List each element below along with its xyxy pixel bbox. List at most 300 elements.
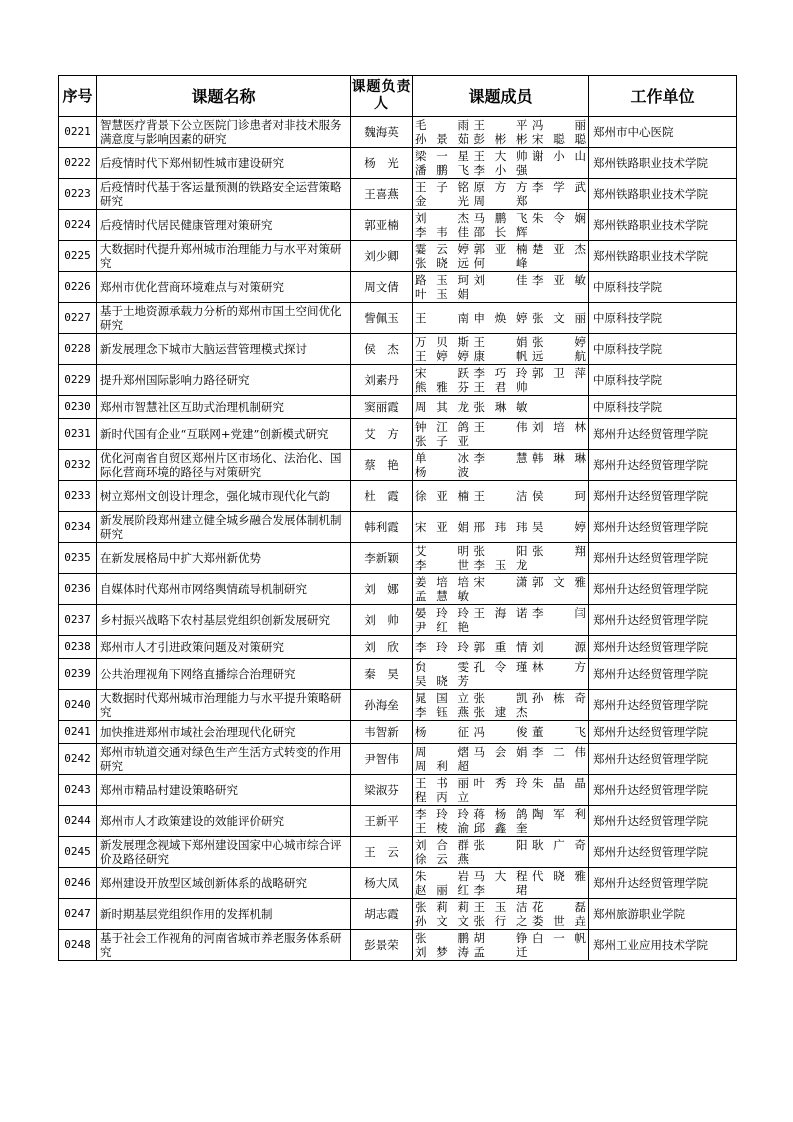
table-row bbox=[59, 303, 737, 334]
header-members: 课题成员 bbox=[413, 76, 589, 117]
member-name: 李世 bbox=[415, 558, 469, 572]
row-unit: 郑州铁路职业技术学院 bbox=[589, 148, 737, 179]
row-members bbox=[413, 241, 589, 272]
member-line bbox=[415, 225, 586, 239]
member-name: 叶秀玲 bbox=[473, 776, 528, 790]
member-line bbox=[415, 589, 586, 603]
table-row bbox=[59, 396, 737, 419]
row-unit: 郑州铁路职业技术学院 bbox=[589, 179, 737, 210]
row-title: 优化河南省自贸区郑州片区市场化、法治化、国际化营商环境的路径与对策研究 bbox=[97, 450, 351, 481]
row-leader: 郭亚楠 bbox=[351, 210, 413, 241]
member-name: 李闫 bbox=[532, 606, 586, 620]
row-leader: 魏海英 bbox=[351, 117, 413, 148]
member-line bbox=[415, 242, 586, 256]
row-seq: 0231 bbox=[59, 419, 97, 450]
member-name: 张婷 bbox=[532, 335, 586, 349]
member-line bbox=[415, 544, 586, 558]
table-row bbox=[59, 574, 737, 605]
member-name: 邵长辉 bbox=[473, 225, 528, 239]
row-leader: 梁淑芬 bbox=[351, 775, 413, 806]
table-row bbox=[59, 334, 737, 365]
row-members bbox=[413, 481, 589, 512]
member-name: 邢玮玮 bbox=[473, 520, 528, 534]
member-line bbox=[415, 725, 586, 739]
table-row bbox=[59, 148, 737, 179]
row-members bbox=[413, 543, 589, 574]
member-name: 韩琳琳 bbox=[532, 451, 586, 465]
member-name: 尹红艳 bbox=[415, 620, 469, 634]
member-line bbox=[415, 883, 586, 897]
table-row bbox=[59, 899, 737, 930]
member-name: 吴晓芳 bbox=[415, 674, 469, 688]
member-line bbox=[415, 759, 586, 773]
member-name: 张晓远 bbox=[415, 256, 469, 270]
row-unit: 郑州升达经贸管理学院 bbox=[589, 868, 737, 899]
member-name: 王婷婷 bbox=[415, 349, 469, 363]
header-leader: 课题负责人 bbox=[351, 76, 413, 117]
row-title: 新发展理念视域下郑州建设国家中心城市综合评价及路径研究 bbox=[97, 837, 351, 868]
member-name: 李玉龙 bbox=[473, 558, 528, 572]
member-name: 张翔 bbox=[532, 544, 586, 558]
table-row bbox=[59, 543, 737, 574]
member-name: 宋潇 bbox=[473, 575, 528, 589]
row-members bbox=[413, 721, 589, 744]
row-members bbox=[413, 837, 589, 868]
member-name: 杨征 bbox=[415, 725, 469, 739]
table-row bbox=[59, 512, 737, 543]
member-name: 张逮杰 bbox=[473, 705, 528, 719]
row-seq: 0227 bbox=[59, 303, 97, 334]
member-name: 张凯 bbox=[473, 691, 528, 705]
row-leader: 刘 欣 bbox=[351, 636, 413, 659]
row-title: 树立郑州文创设计理念，强化城市现代化气韵 bbox=[97, 481, 351, 512]
member-line bbox=[415, 194, 586, 208]
member-name: 李韦佳 bbox=[415, 225, 469, 239]
table-row bbox=[59, 690, 737, 721]
member-name: 张莉莉 bbox=[415, 900, 469, 914]
member-name: 赵丽红 bbox=[415, 883, 469, 897]
member-name: 周利超 bbox=[415, 759, 469, 773]
row-leader: 杨大凤 bbox=[351, 868, 413, 899]
member-name: 毛雨 bbox=[415, 118, 469, 132]
row-members bbox=[413, 179, 589, 210]
member-name: 董飞 bbox=[532, 725, 586, 739]
table-row bbox=[59, 659, 737, 690]
row-title: 公共治理视角下网络直播综合治理研究 bbox=[97, 659, 351, 690]
row-unit: 郑州升达经贸管理学院 bbox=[589, 744, 737, 775]
member-name: 金光 bbox=[415, 194, 469, 208]
member-name: 徐云燕 bbox=[415, 852, 469, 866]
row-seq: 0242 bbox=[59, 744, 97, 775]
row-unit: 中原科技学院 bbox=[589, 365, 737, 396]
table-row bbox=[59, 837, 737, 868]
member-name: 蒋杨鸽 bbox=[473, 807, 528, 821]
member-line bbox=[415, 558, 586, 572]
row-leader: 李新颖 bbox=[351, 543, 413, 574]
member-name: 侯珂 bbox=[532, 489, 586, 503]
member-name: 晏玲玲 bbox=[415, 606, 469, 620]
row-seq: 0236 bbox=[59, 574, 97, 605]
row-leader: 韦智新 bbox=[351, 721, 413, 744]
row-title: 郑州市优化营商环境难点与对策研究 bbox=[97, 272, 351, 303]
member-name: 叶玉娟 bbox=[415, 287, 469, 301]
member-line bbox=[415, 211, 586, 225]
member-name: 远航 bbox=[532, 349, 586, 363]
member-line bbox=[415, 400, 586, 414]
row-leader: 刘 娜 bbox=[351, 574, 413, 605]
member-name: 王书丽 bbox=[415, 776, 469, 790]
header-title: 课题名称 bbox=[97, 76, 351, 117]
member-line bbox=[415, 776, 586, 790]
member-name: 路玉珂 bbox=[415, 273, 469, 287]
member-name: 冯丽 bbox=[532, 118, 586, 132]
member-line bbox=[415, 465, 586, 479]
row-title: 大数据时代提升郑州城市治理能力与水平对策研究 bbox=[97, 241, 351, 272]
table-row bbox=[59, 605, 737, 636]
row-members bbox=[413, 899, 589, 930]
member-line bbox=[415, 575, 586, 589]
member-name: 白一帆 bbox=[532, 931, 586, 945]
member-name: 王洁 bbox=[473, 489, 528, 503]
member-name: 郭亚楠 bbox=[473, 242, 528, 256]
row-seq: 0224 bbox=[59, 210, 97, 241]
row-members bbox=[413, 636, 589, 659]
row-seq: 0247 bbox=[59, 899, 97, 930]
row-seq: 0235 bbox=[59, 543, 97, 574]
row-leader: 侯 杰 bbox=[351, 334, 413, 365]
row-members bbox=[413, 806, 589, 837]
row-title: 郑州建设开放型区域创新体系的战略研究 bbox=[97, 868, 351, 899]
row-seq: 0221 bbox=[59, 117, 97, 148]
row-unit: 郑州铁路职业技术学院 bbox=[589, 210, 737, 241]
table-row bbox=[59, 241, 737, 272]
row-members bbox=[413, 659, 589, 690]
row-title: 基于社会工作视角的河南省城市养老服务体系研究 bbox=[97, 930, 351, 961]
row-leader: 孙海垒 bbox=[351, 690, 413, 721]
row-leader: 彭景荣 bbox=[351, 930, 413, 961]
member-line bbox=[415, 420, 586, 434]
row-seq: 0248 bbox=[59, 930, 97, 961]
table-row bbox=[59, 117, 737, 148]
member-name: 姜培培 bbox=[415, 575, 469, 589]
member-name: 李学武 bbox=[532, 180, 586, 194]
member-line bbox=[415, 366, 586, 380]
row-seq: 0229 bbox=[59, 365, 97, 396]
row-seq: 0238 bbox=[59, 636, 97, 659]
member-line bbox=[415, 914, 586, 928]
row-members bbox=[413, 574, 589, 605]
member-line bbox=[415, 489, 586, 503]
row-seq: 0230 bbox=[59, 396, 97, 419]
row-members bbox=[413, 396, 589, 419]
member-name: 霎云婷 bbox=[415, 242, 469, 256]
row-unit: 郑州升达经贸管理学院 bbox=[589, 837, 737, 868]
row-title: 后疫情时代居民健康管理对策研究 bbox=[97, 210, 351, 241]
table-row bbox=[59, 179, 737, 210]
member-name: 朱晶晶 bbox=[532, 776, 586, 790]
table-row bbox=[59, 775, 737, 806]
row-leader: 訾佩玉 bbox=[351, 303, 413, 334]
member-name: 宋聪聪 bbox=[532, 132, 586, 146]
member-line bbox=[415, 520, 586, 534]
member-name: 单冰 bbox=[415, 451, 469, 465]
row-title: 新发展阶段郑州建立健全城乡融合发展体制机制研究 bbox=[97, 512, 351, 543]
row-leader: 胡志霞 bbox=[351, 899, 413, 930]
member-name: 耿广奇 bbox=[532, 838, 586, 852]
member-line bbox=[415, 790, 586, 804]
member-name: 周熠 bbox=[415, 745, 469, 759]
member-line bbox=[415, 434, 586, 448]
member-name: 王南 bbox=[415, 311, 469, 325]
member-name: 刘佳 bbox=[473, 273, 528, 287]
row-unit: 郑州升达经贸管理学院 bbox=[589, 806, 737, 837]
table-row bbox=[59, 636, 737, 659]
row-members bbox=[413, 334, 589, 365]
row-unit: 郑州工业应用技术学院 bbox=[589, 930, 737, 961]
row-title: 郑州市轨道交通对绿色生产生活方式转变的作用研究 bbox=[97, 744, 351, 775]
row-unit: 郑州升达经贸管理学院 bbox=[589, 512, 737, 543]
row-title: 乡村振兴战略下农村基层党组织创新发展研究 bbox=[97, 605, 351, 636]
row-title: 自媒体时代郑州市网络舆情疏导机制研究 bbox=[97, 574, 351, 605]
row-members bbox=[413, 450, 589, 481]
member-name: 周郑 bbox=[473, 194, 528, 208]
member-name: 原方方 bbox=[473, 180, 528, 194]
member-name: 刘培林 bbox=[532, 420, 586, 434]
row-members bbox=[413, 365, 589, 396]
member-line bbox=[415, 807, 586, 821]
row-seq: 0240 bbox=[59, 690, 97, 721]
member-name: 朱令娴 bbox=[532, 211, 586, 225]
row-seq: 0237 bbox=[59, 605, 97, 636]
member-name: 李二伟 bbox=[532, 745, 586, 759]
member-name: 郭卫萍 bbox=[532, 366, 586, 380]
row-seq: 0232 bbox=[59, 450, 97, 481]
member-line bbox=[415, 869, 586, 883]
header-unit: 工作单位 bbox=[589, 76, 737, 117]
row-members bbox=[413, 690, 589, 721]
member-name: 李巧玲 bbox=[473, 366, 528, 380]
row-members bbox=[413, 605, 589, 636]
row-unit: 郑州升达经贸管理学院 bbox=[589, 636, 737, 659]
row-unit: 郑州升达经贸管理学院 bbox=[589, 775, 737, 806]
row-seq: 0226 bbox=[59, 272, 97, 303]
member-name: 熊雅芬 bbox=[415, 380, 469, 394]
member-name: 周其龙 bbox=[415, 400, 469, 414]
row-leader: 刘少卿 bbox=[351, 241, 413, 272]
member-name: 胡铮 bbox=[473, 931, 528, 945]
member-line bbox=[415, 931, 586, 945]
member-line bbox=[415, 945, 586, 959]
member-name: 王平 bbox=[473, 118, 528, 132]
row-title: 郑州市人才引进政策问题及对策研究 bbox=[97, 636, 351, 659]
member-name: 张子亚 bbox=[415, 434, 469, 448]
table-row bbox=[59, 450, 737, 481]
member-name: 代晓雅 bbox=[532, 869, 586, 883]
header-seq: 序号 bbox=[59, 76, 97, 117]
member-name: 马大程 bbox=[473, 869, 528, 883]
row-seq: 0246 bbox=[59, 868, 97, 899]
row-leader: 王喜燕 bbox=[351, 179, 413, 210]
member-name: 王君帅 bbox=[473, 380, 528, 394]
member-line bbox=[415, 691, 586, 705]
member-line bbox=[415, 606, 586, 620]
row-leader: 王新平 bbox=[351, 806, 413, 837]
member-name: 张阳 bbox=[473, 838, 528, 852]
row-title: 智慧医疗背景下公立医院门诊患者对非技术服务满意度与影响因素的研究 bbox=[97, 117, 351, 148]
row-seq: 0233 bbox=[59, 481, 97, 512]
row-unit: 郑州市中心医院 bbox=[589, 117, 737, 148]
member-name: 王棱渝 bbox=[415, 821, 469, 835]
row-members bbox=[413, 868, 589, 899]
member-line bbox=[415, 149, 586, 163]
row-title: 在新发展格局中扩大郑州新优势 bbox=[97, 543, 351, 574]
row-unit: 郑州升达经贸管理学院 bbox=[589, 605, 737, 636]
member-name: 娄世垚 bbox=[532, 914, 586, 928]
table-row bbox=[59, 481, 737, 512]
table-row bbox=[59, 721, 737, 744]
member-name: 孙栋奇 bbox=[532, 691, 586, 705]
row-seq: 0239 bbox=[59, 659, 97, 690]
member-name: 杨波 bbox=[415, 465, 469, 479]
row-unit: 郑州升达经贸管理学院 bbox=[589, 659, 737, 690]
member-name: 孙文文 bbox=[415, 914, 469, 928]
row-leader: 秦 昊 bbox=[351, 659, 413, 690]
member-name: 孙景茹 bbox=[415, 132, 469, 146]
member-name: 朱岩 bbox=[415, 869, 469, 883]
member-line bbox=[415, 620, 586, 634]
header-row bbox=[59, 76, 737, 117]
member-line bbox=[415, 118, 586, 132]
table-row bbox=[59, 272, 737, 303]
row-seq: 0245 bbox=[59, 837, 97, 868]
member-line bbox=[415, 852, 586, 866]
row-seq: 0225 bbox=[59, 241, 97, 272]
member-line bbox=[415, 311, 586, 325]
table-row bbox=[59, 868, 737, 899]
row-leader: 王 云 bbox=[351, 837, 413, 868]
member-name: 王大帅 bbox=[473, 149, 528, 163]
member-name: 张阳 bbox=[473, 544, 528, 558]
member-name: 万贝斯 bbox=[415, 335, 469, 349]
row-title: 新时代国有企业“互联网+党建”创新模式研究 bbox=[97, 419, 351, 450]
row-leader: 蔡 艳 bbox=[351, 450, 413, 481]
project-table bbox=[58, 75, 737, 961]
member-name: 宋跃 bbox=[415, 366, 469, 380]
row-title: 提升郑州国际影响力路径研究 bbox=[97, 365, 351, 396]
member-name: 郭文雅 bbox=[532, 575, 586, 589]
member-name: 贠雯 bbox=[415, 660, 469, 674]
row-leader: 刘 帅 bbox=[351, 605, 413, 636]
member-name: 孟慧敏 bbox=[415, 589, 469, 603]
row-unit: 中原科技学院 bbox=[589, 396, 737, 419]
row-title: 郑州市智慧社区互助式治理机制研究 bbox=[97, 396, 351, 419]
row-members bbox=[413, 272, 589, 303]
member-line bbox=[415, 660, 586, 674]
member-line bbox=[415, 273, 586, 287]
row-seq: 0241 bbox=[59, 721, 97, 744]
member-name: 晁国立 bbox=[415, 691, 469, 705]
member-name: 张琳敏 bbox=[473, 400, 528, 414]
member-name: 吴婷 bbox=[532, 520, 586, 534]
row-leader: 刘素丹 bbox=[351, 365, 413, 396]
row-leader: 杜 霞 bbox=[351, 481, 413, 512]
table-row bbox=[59, 930, 737, 961]
row-unit: 郑州升达经贸管理学院 bbox=[589, 481, 737, 512]
member-name: 申焕婷 bbox=[473, 311, 528, 325]
member-name: 刘源 bbox=[532, 640, 586, 654]
member-name: 徐亚楠 bbox=[415, 489, 469, 503]
member-name: 刘杰 bbox=[415, 211, 469, 225]
table-row bbox=[59, 419, 737, 450]
row-title: 新发展理念下城市大脑运营管理模式探讨 bbox=[97, 334, 351, 365]
row-unit: 郑州升达经贸管理学院 bbox=[589, 543, 737, 574]
member-name: 李珺 bbox=[473, 883, 528, 897]
member-name: 马会娟 bbox=[473, 745, 528, 759]
member-line bbox=[415, 705, 586, 719]
table-row bbox=[59, 806, 737, 837]
row-seq: 0223 bbox=[59, 179, 97, 210]
member-name: 李慧 bbox=[473, 451, 528, 465]
table-row bbox=[59, 744, 737, 775]
table-row bbox=[59, 365, 737, 396]
member-line bbox=[415, 640, 586, 654]
row-members bbox=[413, 744, 589, 775]
row-leader: 周文倩 bbox=[351, 272, 413, 303]
row-leader: 窦丽霞 bbox=[351, 396, 413, 419]
row-title: 后疫情时代基于客运量预测的铁路安全运营策略研究 bbox=[97, 179, 351, 210]
member-name: 刘合群 bbox=[415, 838, 469, 852]
member-name: 宋亚娟 bbox=[415, 520, 469, 534]
member-name: 张行之 bbox=[473, 914, 528, 928]
row-members bbox=[413, 419, 589, 450]
member-line bbox=[415, 163, 586, 177]
member-name: 郭重情 bbox=[473, 640, 528, 654]
member-name: 艾明 bbox=[415, 544, 469, 558]
member-name: 康帆 bbox=[473, 349, 528, 363]
member-name: 程丙立 bbox=[415, 790, 469, 804]
member-name: 谢小山 bbox=[532, 149, 586, 163]
member-name: 张文丽 bbox=[532, 311, 586, 325]
row-unit: 郑州升达经贸管理学院 bbox=[589, 574, 737, 605]
row-members bbox=[413, 117, 589, 148]
row-members bbox=[413, 148, 589, 179]
member-name: 李小强 bbox=[473, 163, 528, 177]
member-line bbox=[415, 132, 586, 146]
member-line bbox=[415, 838, 586, 852]
member-name: 花磊 bbox=[532, 900, 586, 914]
member-name: 李钰燕 bbox=[415, 705, 469, 719]
row-title: 郑州市精品村建设策略研究 bbox=[97, 775, 351, 806]
row-title: 大数据时代郑州城市治理能力与水平提升策略研究 bbox=[97, 690, 351, 721]
row-leader: 尹智伟 bbox=[351, 744, 413, 775]
row-seq: 0222 bbox=[59, 148, 97, 179]
member-line bbox=[415, 287, 586, 301]
member-line bbox=[415, 256, 586, 270]
member-name: 李玲玲 bbox=[415, 640, 469, 654]
row-seq: 0234 bbox=[59, 512, 97, 543]
member-line bbox=[415, 349, 586, 363]
row-title: 基于土地资源承载力分析的郑州市国土空间优化研究 bbox=[97, 303, 351, 334]
row-unit: 郑州旅游职业学院 bbox=[589, 899, 737, 930]
member-name: 彭彬彬 bbox=[473, 132, 528, 146]
row-title: 郑州市人才政策建设的效能评价研究 bbox=[97, 806, 351, 837]
member-line bbox=[415, 180, 586, 194]
member-name: 林方 bbox=[532, 660, 586, 674]
row-unit: 中原科技学院 bbox=[589, 334, 737, 365]
row-unit: 郑州铁路职业技术学院 bbox=[589, 241, 737, 272]
row-unit: 中原科技学院 bbox=[589, 272, 737, 303]
member-name: 李玲玲 bbox=[415, 807, 469, 821]
